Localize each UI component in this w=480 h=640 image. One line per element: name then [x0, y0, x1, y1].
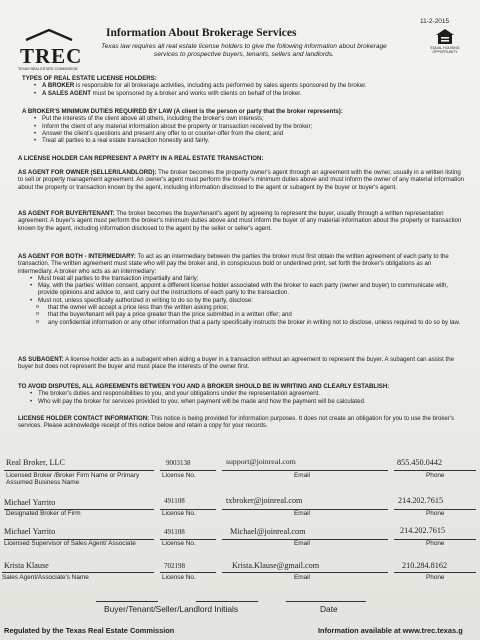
house-roof-icon: [24, 28, 74, 41]
list-item: • Treat all parties to a real estate transaction honestly and fairly.: [42, 137, 462, 144]
list-item: • Must treat all parties to the transaction impartially and fairly;: [38, 275, 465, 282]
broker-license-no[interactable]: 9003138: [166, 459, 191, 467]
agent-for-owner-paragraph: AS AGENT FOR OWNER (SELLER/LANDLORD): The broker becomes the property owner's agent through an agreement with the owner, usually in a written listing to sell or property management agreement. An owner's agent must perform the broker's minimum duties above and must inform the owner of any material information about the property or transaction known by the agent, including information disclosed to the agent or subagent by the buyer or buyer's agent.: [18, 169, 465, 191]
broker-email[interactable]: support@joinreal.com: [226, 457, 296, 466]
sales-agent-license-no[interactable]: 702198: [164, 562, 185, 570]
list-item: • Must not, unless specifically authorized in writing to do so by the party, disclose:: [38, 297, 465, 304]
broker-phone[interactable]: 855.450.0442: [397, 458, 443, 467]
supervisor-name[interactable]: Michael Yarrito: [4, 527, 56, 536]
contact-label: LICENSE HOLDER CONTACT INFORMATION:: [18, 415, 150, 422]
equal-housing-icon: [435, 28, 455, 45]
date-label: Date: [320, 604, 338, 614]
phone-label: Phone: [426, 510, 445, 517]
list-item: • The broker's duties and responsibilities to you, and your obligations under the representation agreement.: [38, 390, 465, 397]
trec-logo-text: TREC: [20, 44, 83, 68]
disclosure-list: [18, 304, 465, 326]
subagent-label: AS SUBAGENT:: [18, 356, 64, 363]
designated-broker-name[interactable]: Michael Yarrito: [4, 498, 56, 507]
supervisor-phone[interactable]: 214.202.7615: [400, 526, 446, 535]
designated-broker-label: Designated Broker of Firm: [6, 510, 81, 517]
license-no-label: License No.: [162, 472, 196, 479]
list-item: o any confidential information or any other information that a party specifically instructs the broker in writing not to disclose, unless required to do so by law.: [48, 319, 465, 326]
phone-label: Phone: [426, 540, 445, 547]
subagent-paragraph: AS SUBAGENT: A license holder acts as a subagent when aiding a buyer in a transaction without an agreement to represent the buyer. A subagent can assist the buyer but does not represent the buyer and must place the interests of the owner first.: [18, 356, 454, 371]
sales-agent-name[interactable]: Krista Klause: [4, 561, 49, 570]
list-item: • Put the interests of the client above all others, including the broker's own interests;: [42, 115, 462, 122]
equal-housing-text: EQUAL HOUSING OPPORTUNITY: [430, 46, 460, 54]
intermediary-section: [18, 253, 465, 326]
email-label: Email: [294, 472, 310, 479]
date-line[interactable]: [286, 601, 366, 602]
phone-label: Phone: [426, 472, 445, 479]
trec-logo: [10, 28, 90, 71]
list-item: • Who will pay the broker for services provided to you, when payment will be made and how the payment will be calculated.: [38, 398, 465, 405]
duties-heading: A BROKER'S MINIMUM DUTIES REQUIRED BY LAW (A client is the person or party that the broker represents):: [22, 108, 343, 115]
initials-line-2[interactable]: [196, 601, 258, 602]
list-item: • Answer the client's questions and present any offer to or counter-offer from the client; and: [42, 130, 462, 137]
form-date: 11-2-2015: [420, 18, 450, 25]
list-item: o that the owner will accept a price less than the written asking price;: [48, 304, 465, 311]
initials-label: Buyer/Tenant/Seller/Landlord Initials: [104, 604, 239, 614]
duties-list: [22, 115, 462, 144]
agent-for-buyer-paragraph: AS AGENT FOR BUYER/TENANT: The broker becomes the buyer/tenant's agent by agreeing to represent the buyer, usually through a written representation agreement. A buyer's agent must perform the broker's minimum duties above and must inform the buyer of any material information about the property or transaction known by the agent, including information disclosed to the agent by the seller or seller's agent.: [18, 210, 462, 232]
supervisor-label: Licensed Supervisor of Sales Agent/ Associate: [4, 540, 136, 547]
disputes-section: [18, 383, 465, 405]
owner-label: AS AGENT FOR OWNER (SELLER/LANDLORD):: [18, 169, 157, 176]
list-item: • A BROKER is responsible for all brokerage activities, including acts performed by sales agents sponsored by the broker.: [42, 82, 462, 89]
contact-info-paragraph: LICENSE HOLDER CONTACT INFORMATION: This notice is being provided for information purposes. It does not create an obligation for you to use the broker's services. Please acknowledge receipt of this notice below and retain a copy for your records.: [18, 415, 455, 430]
list-item: o that the buyer/tenant will pay a price greater than the price submitted in a written offer; and: [48, 311, 465, 318]
types-section: [22, 75, 462, 97]
designated-broker-license-no[interactable]: 491108: [164, 497, 185, 505]
supervisor-license-no[interactable]: 491108: [164, 528, 185, 536]
license-no-label: License No.: [162, 574, 196, 581]
phone-label: Phone: [426, 574, 445, 581]
broker-firm-name[interactable]: Real Broker, LLC: [6, 458, 66, 467]
footer-info-link[interactable]: Information available at www.trec.texas.g: [318, 626, 463, 635]
sales-agent-email[interactable]: Krista.Klause@gmail.com: [232, 561, 320, 570]
license-no-label: License No.: [162, 510, 196, 517]
intermediary-list: [18, 275, 465, 304]
list-item: • Inform the client of any material information about the property or transaction received by the broker;: [42, 123, 462, 130]
list-item: • May, with the parties' written consent, appoint a different license holder associated with the broker to each party (owner and buyer) to communicate with, provide opinions and advice to, and carry out the instructions of each party to the transaction.: [38, 282, 465, 297]
broker-firm-name-label: Licensed Broker /Broker Firm Name or Primary Assumed Business Name: [6, 472, 140, 486]
intermediary-paragraph: AS AGENT FOR BOTH - INTERMEDIARY: To act as an intermediary between the parties the broker must first obtain the written agreement of each party to the transaction. The written agreement must state who will pay the broker and, in conspicuous bold or underlined print, set forth the broker's obligations as an intermediary. A broker who acts as an intermediary:: [18, 253, 449, 275]
buyer-label: AS AGENT FOR BUYER/TENANT:: [18, 210, 115, 217]
intermediary-label: AS AGENT FOR BOTH - INTERMEDIARY:: [18, 253, 136, 260]
trec-logo-subtitle: TEXAS REAL ESTATE COMMISSION: [18, 67, 78, 71]
types-list: [22, 82, 462, 97]
disputes-list: [18, 390, 465, 405]
supervisor-email[interactable]: Michael@joinreal.com: [230, 527, 306, 536]
initials-line-1[interactable]: [96, 601, 158, 602]
party-heading: A LICENSE HOLDER CAN REPRESENT A PARTY IN A REAL ESTATE TRANSACTION:: [18, 155, 264, 162]
email-label: Email: [294, 574, 310, 581]
footer-regulated-by: Regulated by the Texas Real Estate Commission: [4, 626, 175, 635]
email-label: Email: [294, 510, 310, 517]
designated-broker-email[interactable]: txbroker@joinreal.com: [226, 496, 303, 505]
sales-agent-phone[interactable]: 210.284.8162: [402, 561, 448, 570]
license-no-label: License No.: [162, 540, 196, 547]
sales-agent-label: Sales Agent/Associate's Name: [2, 574, 89, 581]
disputes-heading: TO AVOID DISPUTES, ALL AGREEMENTS BETWEEN YOU AND A BROKER SHOULD BE IN WRITING AND CLEARLY ESTABLISH:: [18, 383, 390, 390]
page-title: Information About Brokerage Services: [106, 27, 297, 39]
email-label: Email: [294, 540, 310, 547]
list-item: • A SALES AGENT must be sponsored by a broker and works with clients on behalf of the broker.: [42, 90, 462, 97]
duties-section: [22, 108, 462, 144]
types-heading: TYPES OF REAL ESTATE LICENSE HOLDERS:: [22, 75, 157, 82]
intro-text: Texas law requires all real estate license holders to give the following information about brokerage services to prospective buyers, tenants, sellers and landlords.: [101, 43, 387, 58]
designated-broker-phone[interactable]: 214.202.7615: [398, 496, 444, 505]
equal-housing-logo: [420, 28, 470, 54]
